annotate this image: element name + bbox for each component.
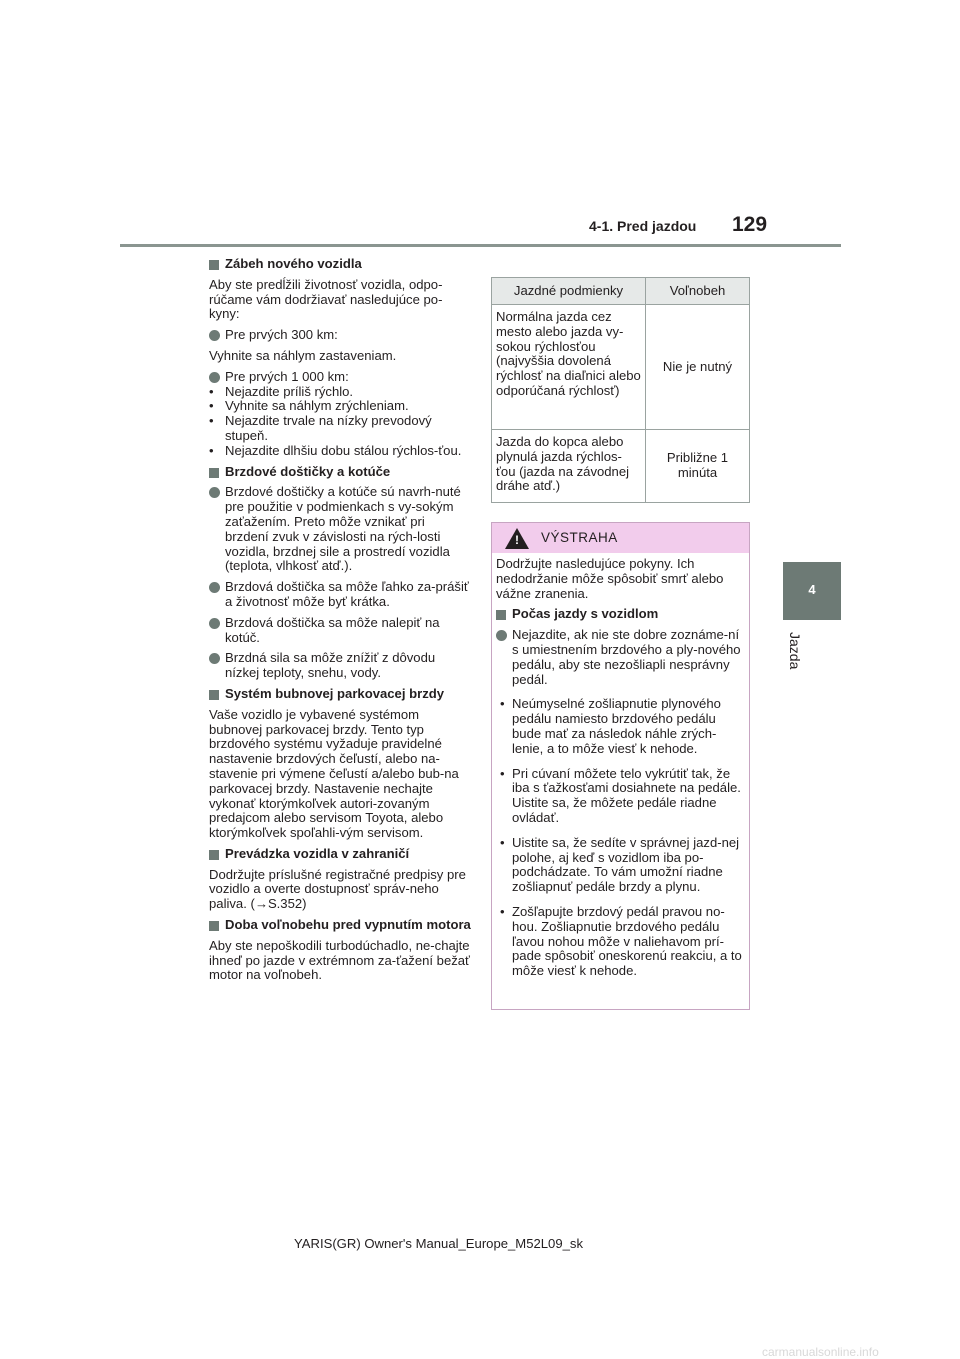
heading-idling: Doba voľnobehu pred vypnutím motora [209,918,471,933]
sub-item: • Uistite sa, že sedíte v správnej jazd-nej polohe, aj keď s vozidlom iba po-podchádzate. To vám umožní riadne zošliapnuť pedále brzdy a plynu. [500,834,740,895]
square-bullet-icon [209,690,219,700]
sub-item: • Neúmyselné zošliapnutie plynového pedálu namiesto brzdového pedálu bude mať za následok náhle zrých-lenie, a to môže viesť k nehode. [500,696,721,756]
table-cell: Približne 1 minúta [646,430,750,503]
warning-intro: Dodržujte nasledujúce pokyny. Ich nedodržanie môže spôsobiť smrť alebo vážne zranenia. [496,556,724,601]
exclamation-icon: ! [515,533,519,547]
list-item: Nejazdite, ak nie ste dobre zoznáme-ní s umiestnením brzdového a ply-nového pedálu, aby ste nezošliapli nesprávny pedál. [496,628,746,687]
table-row [492,430,750,503]
table-header-row [492,278,750,305]
sub-item: • Pri cúvaní môžete telo vykrútiť tak, že iba s ťažkosťami dosiahnete na pedále. Uistite sa, že môžete pedále riadne ovládať. [500,765,741,825]
warning-body [496,557,746,979]
sub-item: • Nejazdite trvale na nízky prevodový stupeň. [209,413,432,443]
section-title: 4-1. Pred jazdou [589,218,697,234]
table-cell: Jazda do kopca alebo plynulá jazda rýchlos-ťou (jazda na závodnej dráhe atď.) [492,430,646,503]
page-number: 129 [732,213,768,236]
circle-bullet-icon [496,630,507,641]
heading-brakes: Brzdové doštičky a kotúče [209,465,471,480]
square-bullet-icon [209,260,219,270]
header-rule [120,244,841,247]
circle-bullet-icon [209,487,220,498]
column-header: Jazdné podmienky [492,278,646,305]
paragraph: Aby ste nepoškodili turbodúchadlo, ne-chajte ihneď po jazde v extrémnom za-ťažení bežať motor na voľnobeh. [209,937,470,983]
list-item: Brzdná sila sa môže znížiť z dôvodu nízkej teploty, snehu, vody. [209,651,471,681]
circle-bullet-icon [209,330,220,341]
footer-text: YARIS(GR) Owner's Manual_Europe_M52L09_sk [294,1236,583,1251]
square-bullet-icon [209,921,219,931]
warning-title: VÝSTRAHA [541,530,618,545]
circle-bullet-icon [209,618,220,629]
square-bullet-icon [209,850,219,860]
list-item: Brzdová doštička sa môže ľahko za-prášiť a životnosť môže byť krátka. [209,580,471,610]
sub-item: • Nejazdite príliš rýchlo. [209,383,354,399]
paragraph: Aby ste predĺžili životnosť vozidla, odpo-rúčame vám dodržiavať nasledujúce po-kyny: [209,276,443,322]
watermark: carmanualsonline.info [762,1345,879,1359]
square-bullet-icon [496,610,506,620]
table-cell: Nie je nutný [646,305,750,430]
paragraph: Dodržujte príslušné registračné predpisy pre vozidlo a overte dostupnosť správ-neho paliva. (→S.352) [209,866,466,912]
table-cell: Normálna jazda cez mesto alebo jazda vy-sokou rýchlosťou (najvyššia dovolená rýchlosť na diaľnici alebo odporúčaná rýchlosť) [492,305,646,430]
paragraph: Vyhnite sa náhlym zastaveniam. [209,347,397,363]
table-row [492,305,750,430]
sub-item: • Zošľapujte brzdový pedál pravou no-hou. Zošliapnutie brzdového pedálu ľavou nohou môže v naliehavom prí-pade spôsobiť oneskorenú reakciu, a to môže viesť k nehode. [500,903,742,979]
chapter-label: Jazda [787,632,803,670]
list-item: Brzdová doštička sa môže nalepiť na kotúč. [209,616,471,646]
heading-break-in: Zábeh nového vozidla [209,257,471,272]
warning-header [492,523,749,553]
chapter-number: 4 [808,582,816,597]
sub-item: • Nejazdite dlhšiu dobu stálou rýchlos-ťou. [209,442,462,458]
column-header: Voľnobeh [646,278,750,305]
list-item: Pre prvých 300 km: [209,328,471,343]
circle-bullet-icon [209,372,220,383]
circle-bullet-icon [209,653,220,664]
idling-table [491,277,750,503]
circle-bullet-icon [209,582,220,593]
warning-heading: Počas jazdy s vozidlom [496,607,746,622]
square-bullet-icon [209,468,219,478]
left-column [209,257,471,983]
list-item: Pre prvých 1 000 km: [209,370,471,385]
list-item: Brzdové doštičky a kotúče sú navrh-nuté pre použitie v podmienkach s vy-sokým zaťažením. Preto môže vznikať pri brzdení zvuk v závislosti na rých-losti vozidla, brzdnej sile a prostredí vozidla (teplota, vlhkosť atď.). [209,485,471,574]
paragraph: Vaše vozidlo je vybavené systémom bubnovej parkovacej brzdy. Tento typ brzdového systému vyžaduje pravidelné nastavenie brzdových čeľustí, alebo na-stavenie pri výmene čeľustí a/alebo bub-na parkovacej brzdy. Nastavenie nechajte vykonať ktorýmkoľvek autori-zovaným predajcom alebo servisom Toyota, alebo ktorýmkoľvek spoľahli-vým servisom. [209,706,459,841]
sub-item: • Vyhnite sa náhlym zrýchleniam. [209,398,409,414]
heading-drum-brake: Systém bubnovej parkovacej brzdy [209,687,471,702]
heading-abroad: Prevádzka vozidla v zahraničí [209,847,471,862]
